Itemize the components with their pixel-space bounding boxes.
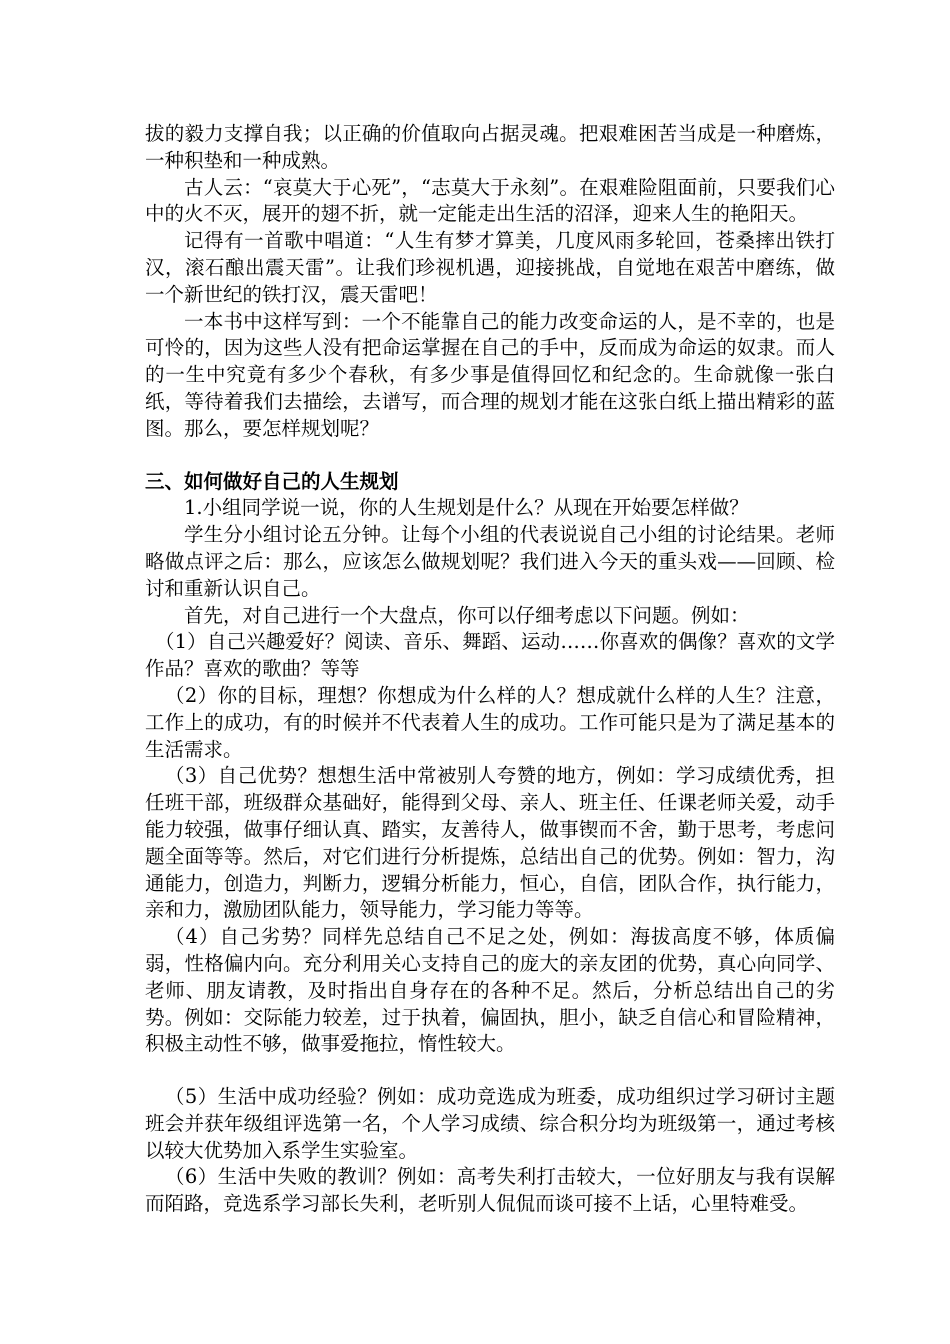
list-item-weaknesses: （4）自己劣势？同样先总结自己不足之处，例如：海拔高度不够，体质偏弱，性格偏内向。充分利用关心支持自己的庞大的亲友团的优势，真心向同学、老师、朋友请教，及时指出自身存在的各种不足。然后，分析总结出自己的劣势。例如：交际能力较差，过于执着，偏固执，胆小，缺乏自信心和冒险精神，积极主动性不够，做事爱拖拉，惰性较大。 [145, 925, 835, 1056]
paragraph-book-quote: 一本书中这样写到：一个不能靠自己的能力改变命运的人，是不幸的，也是可怜的，因为这些人没有把命运掌握在自己的手中，反而成为命运的奴隶。而人的一生中究竟有多少个春秋，有多少事是值得回忆和纪念的。生命就像一张白纸，等待着我们去描绘，去谱写，而合理的规划才能在这张白纸上描出精彩的蓝图。那么，要怎样规划呢？ [145, 309, 835, 440]
section-heading: 三、如何做好自己的人生规划 [145, 469, 399, 493]
list-item-successes: （5）生活中成功经验？例如：成功竞选成为班委，成功组织过学习研讨主题班会并获年级组评选第一名，个人学习成绩、综合积分均为班级第一，通过考核以较大优势加入系学生实验室。 [145, 1085, 835, 1162]
paragraph-perseverance: 拔的毅力支撑自我；以正确的价值取向占据灵魂。把艰难困苦当成是一种磨炼，一种积垫和一种成熟。 [145, 122, 835, 172]
paragraph-ancient-saying: 古人云：“哀莫大于心死”，“志莫大于永刻”。在艰难险阻面前，只要我们心中的火不灭，展开的翅不折，就一定能走出生活的沼泽，迎来人生的艳阳天。 [145, 175, 835, 226]
list-item-strengths: （3）自己优势？想想生活中常被别人夸赞的地方，例如：学习成绩优秀，担任班干部，班级群众基础好，能得到父母、亲人、班主任、任课老师关爱，动手能力较强，做事仔细认真、踏实，友善待人，做事锲而不舍，勤于思考，考虑问题全面等等。然后，对它们进行分析提炼，总结出自己的优势。例如：智力，沟通能力，创造力，判断力，逻辑分析能力，恒心，自信，团队合作，执行能力，亲和力，激励团队能力，领导能力，学习能力等等。 [145, 764, 835, 922]
paragraph-inventory: 首先，对自己进行一个大盘点，你可以仔细考虑以下问题。例如： [184, 603, 750, 627]
paragraph-song-lyrics: 记得有一首歌中唱道：“人生有梦才算美，几度风雨多轮回，苍桑摔出铁打汉，滚石酿出震天雷”。让我们珍视机遇，迎接挑战，自觉地在艰苦中磨练，做一个新世纪的铁打汉，震天雷吧！ [145, 229, 835, 306]
paragraph-discussion: 学生分小组讨论五分钟。让每个小组的代表说说自己小组的讨论结果。老师略做点评之后：那么，应该怎么做规划呢？我们进入今天的重头戏——回顾、检讨和重新认识自己。 [145, 523, 835, 600]
question-1: 1.小组同学说一说，你的人生规划是什么？从现在开始要怎样做？ [184, 496, 749, 520]
list-item-goals: （2）你的目标，理想？你想成为什么样的人？想成就什么样的人生？注意，工作上的成功，有的时候并不代表着人生的成功。工作可能只是为了满足基本的生活需求。 [145, 683, 835, 761]
list-item-failures: （6）生活中失败的教训？例如：高考失利打击较大，一位好朋友与我有误解而陌路，竞选系学习部长失利，老听别人侃侃而谈可接不上话，心里特难受。 [145, 1165, 835, 1216]
document-page [145, 121, 835, 1218]
blank-line [145, 1058, 835, 1084]
list-item-interests: （1）自己兴趣爱好？阅读、音乐、舞蹈、运动……你喜欢的偶像？喜欢的文学作品？喜欢的歌曲？等等 [145, 630, 835, 681]
